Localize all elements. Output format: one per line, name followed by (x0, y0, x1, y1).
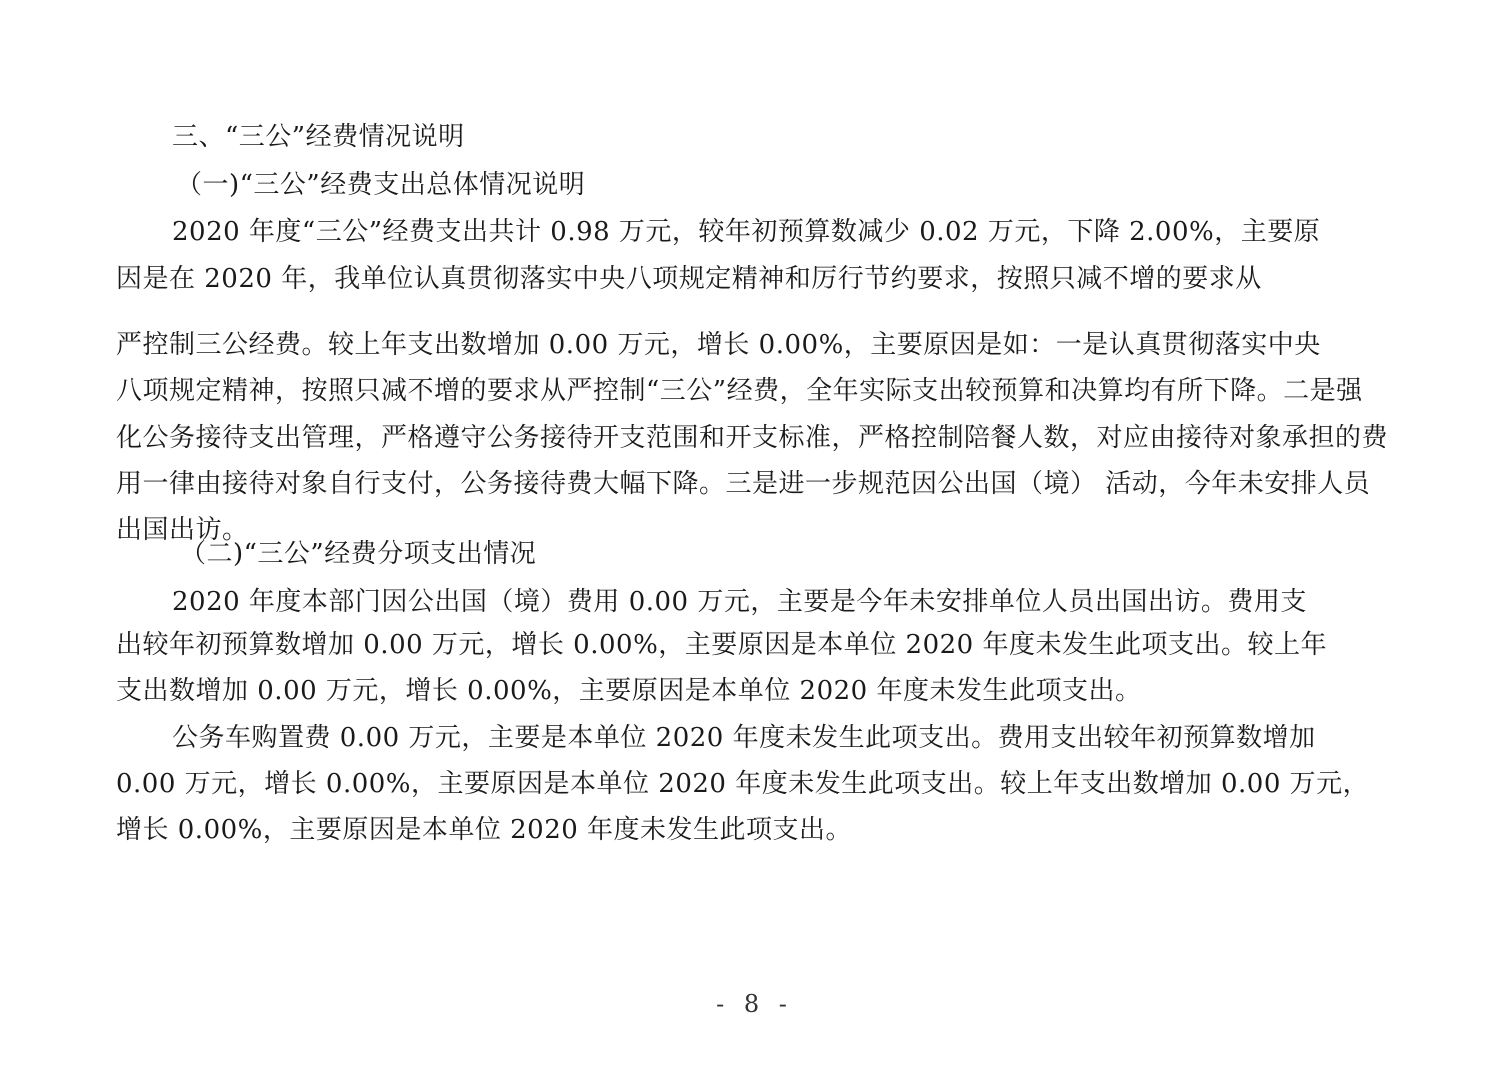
paragraph-line: 2020 年度“三公”经费支出共计 0.98 万元，较年初预算数减少 0.02 万元，下降 2.00%，主要原 (172, 217, 1321, 247)
paragraph-line: 用一律由接待对象自行支付，公务接待费大幅下降。三是进一步规范因公出国（境） 活动，今年未安排人员 (116, 469, 1371, 499)
paragraph-line: 八项规定精神，按照只减不增的要求从严控制“三公”经费，全年实际支出较预算和决算均有所下降。二是强 (116, 376, 1363, 406)
section-heading: 三、“三公”经费情况说明 (172, 122, 465, 152)
paragraph-line: 公务车购置费 0.00 万元，主要是本单位 2020 年度未发生此项支出。费用支出较年初预算数增加 (172, 723, 1316, 753)
paragraph-line: 2020 年度本部门因公出国（境）费用 0.00 万元，主要是今年未安排单位人员出国出访。费用支 (172, 587, 1307, 617)
paragraph-line: 出国出访。 (116, 515, 249, 545)
paragraph-line: 0.00 万元，增长 0.00%，主要原因是本单位 2020 年度未发生此项支出。较上年支出数增加 0.00 万元， (116, 769, 1370, 799)
subsection-heading-overall: （一)“三公”经费支出总体情况说明 (176, 170, 586, 200)
paragraph-line: 严控制三公经费。较上年支出数增加 0.00 万元，增长 0.00%，主要原因是如：一是认真贯彻落实中央 (116, 330, 1321, 360)
paragraph-line: 化公务接待支出管理，严格遵守公务接待开支范围和开支标准，严格控制陪餐人数，对应由接待对象承担的费 (116, 423, 1389, 453)
paragraph-line: 支出数增加 0.00 万元，增长 0.00%，主要原因是本单位 2020 年度未发生此项支出。 (116, 676, 1142, 706)
subsection-heading-itemized: （二)“三公”经费分项支出情况 (180, 539, 537, 569)
paragraph-line: 出较年初预算数增加 0.00 万元，增长 0.00%，主要原因是本单位 2020 年度未发生此项支出。较上年 (116, 630, 1327, 660)
page-number: - 8 - (716, 990, 793, 1018)
paragraph-line: 增长 0.00%，主要原因是本单位 2020 年度未发生此项支出。 (116, 815, 853, 845)
paragraph-line: 因是在 2020 年，我单位认真贯彻落实中央八项规定精神和厉行节约要求，按照只减不增的要求从 (116, 264, 1262, 294)
